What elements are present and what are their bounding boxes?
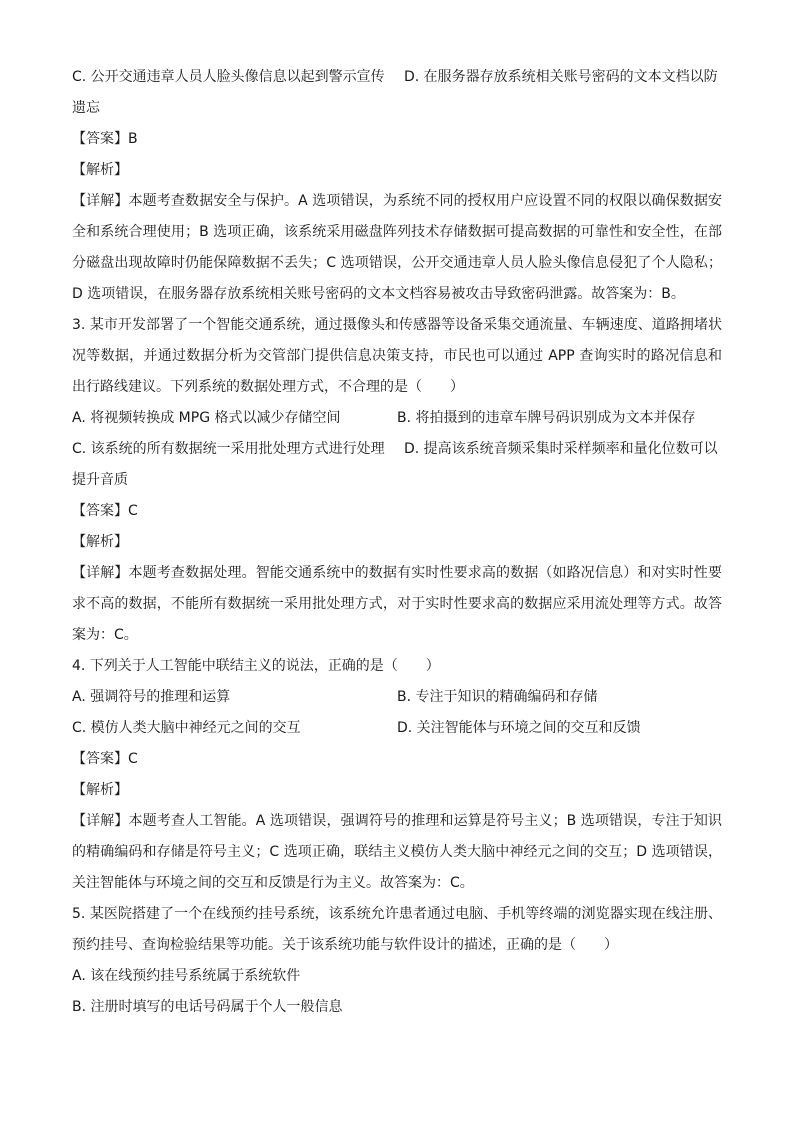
q5-option-a: A. 该在线预约挂号系统属于系统软件 — [72, 968, 301, 984]
q2-detail: 【详解】本题考查数据安全与保护。A 选项错误，为系统不同的授权用户应设置不同的权限以确保数据安全和系统合理使用；B 选项正确，该系统采用磁盘阵列技术存储数据可提高数据的可靠性和安全性，在部分磁盘出现故障时仍能保障数据不丢失；C 选项错误，公开交通违章人员人脸头像信息侵犯了个人隐私；D 选项错误，在服务器存放系统相关账号密码的文本文档容易被攻击导致密码泄露。故答案为：B。 — [72, 193, 722, 302]
q4-stem: 4. 下列关于人工智能中联结主义的说法，正确的是（ ） — [72, 658, 440, 674]
q3-analysis-label: 【解析】 — [72, 534, 128, 550]
q2-analysis-label: 【解析】 — [72, 162, 128, 178]
q3-stem: 3. 某市开发部署了一个智能交通系统，通过摄像头和传感器等设备采集交通流量、车辆速度、道路拥堵状况等数据，并通过数据分析为交管部门提供信息决策支持，市民也可以通过 APP 查询实时的路况信息和出行路线建议。下列系统的数据处理方式，不合理的是（ ） — [72, 317, 722, 395]
q3-option-a: A. 将视频转换成 MPG 格式以减少存储空间 — [72, 410, 341, 426]
q3-detail: 【详解】本题考查数据处理。智能交通系统中的数据有实时性要求高的数据（如路况信息）和对实时性要求不高的数据，不能所有数据统一采用批处理方式，对于实时性要求高的数据应采用流处理等方式。故答案为：C。 — [72, 565, 722, 643]
q3-option-d-cont: 提升音质 — [72, 472, 128, 488]
exam-page — [72, 62, 722, 1023]
q3-option-b: B. 将拍摄到的违章车牌号码识别成为文本并保存 — [397, 410, 696, 426]
q4-option-c: C. 模仿人类大脑中神经元之间的交互 — [72, 720, 301, 736]
q4-option-a: A. 强调符号的推理和运算 — [72, 689, 231, 705]
q3-options-cd — [72, 434, 722, 465]
q4-detail: 【详解】本题考查人工智能。A 选项错误，强调符号的推理和运算是符号主义；B 选项错误，专注于知识的精确编码和存储是符号主义；C 选项正确，联结主义模仿人类大脑中神经元之间的交互；D 选项错误，关注智能体与环境之间的交互和反馈是行为主义。故答案为：C。 — [72, 813, 722, 891]
q4-analysis-label: 【解析】 — [72, 782, 128, 798]
q2-option-d: D. 在服务器存放系统相关账号密码的文本文档以防 — [404, 69, 718, 85]
q3-option-c: C. 该系统的所有数据统一采用批处理方式进行处理 — [72, 441, 385, 457]
q4-options-cd — [72, 713, 722, 744]
q2-options-cd — [72, 62, 722, 93]
q2-answer: 【答案】B — [72, 131, 138, 147]
q3-options-ab — [72, 403, 722, 434]
q4-options-ab — [72, 682, 722, 713]
q2-option-c: C. 公开交通违章人员人脸头像信息以起到警示宣传 — [72, 69, 385, 85]
q3-answer: 【答案】C — [72, 503, 138, 519]
q2-option-d-cont: 遗忘 — [72, 100, 100, 116]
q4-option-b: B. 专注于知识的精确编码和存储 — [397, 689, 598, 705]
q5-stem: 5. 某医院搭建了一个在线预约挂号系统，该系统允许患者通过电脑、手机等终端的浏览器实现在线注册、预约挂号、查询检验结果等功能。关于该系统功能与软件设计的描述，正确的是（ ） — [72, 906, 722, 953]
q4-option-d: D. 关注智能体与环境之间的交互和反馈 — [397, 720, 641, 736]
q3-option-d: D. 提高该系统音频采集时采样频率和量化位数可以 — [404, 441, 718, 457]
q4-answer: 【答案】C — [72, 751, 138, 767]
q5-option-b: B. 注册时填写的电话号码属于个人一般信息 — [72, 999, 343, 1015]
